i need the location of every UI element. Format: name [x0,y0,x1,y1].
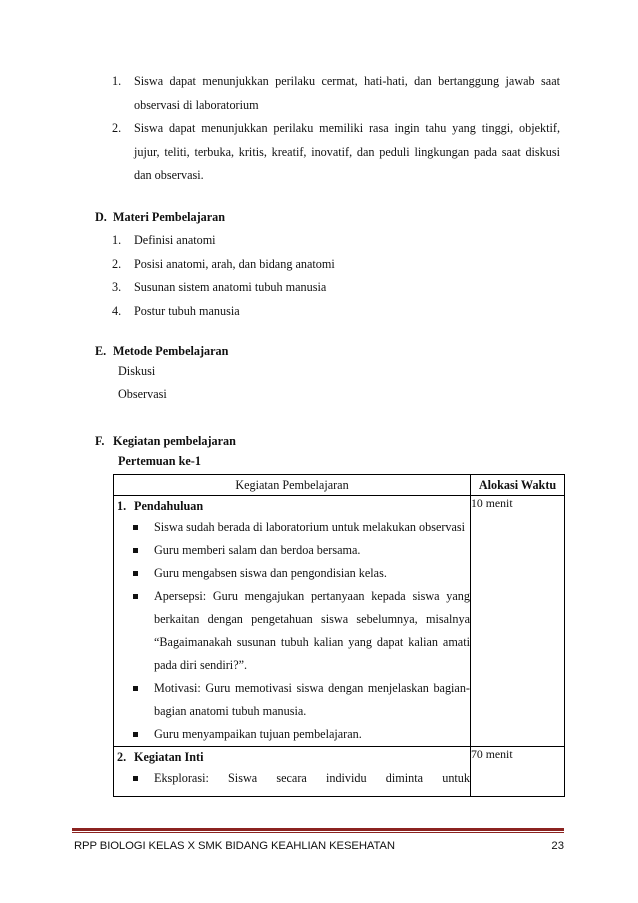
activity-table [113,474,565,797]
meeting-label: Pertemuan ke-1 [118,454,201,468]
list-item: Guru mengabsen siswa dan pengondisian kelas. [114,562,470,585]
bullet-square-icon [133,686,138,691]
list-item: Eksplorasi: Siswa secara individu diminta untuk [114,767,470,790]
part-title: 2. Kegiatan Inti [117,750,204,764]
list-item: Siswa sudah berada di laboratorium untuk melakukan observasi [114,516,470,539]
footer-rule [72,828,564,831]
page-number: 23 [551,840,564,852]
material-list [112,229,560,323]
bullet-list [114,767,470,790]
time-cell: 70 menit [471,747,565,797]
list-item: 4. Postur tubuh manusia [112,303,240,318]
section-d-heading: D. Materi Pembelajaran [95,210,226,224]
list-item: 1. Definisi anatomi [112,233,216,247]
bullet-square-icon [133,525,138,530]
list-item: Apersepsi: Guru mengajukan pertanyaan kepada siswa yang berkaitan dengan pengetahuan siswa sebelumnya, misalnya “Bagaimanakah susunan tubuh kalian yang dapat kalian amati pada diri sendiri?”. [114,585,470,677]
table-row [114,747,565,797]
section-f-heading: F. Kegiatan pembelajaran [95,434,236,448]
part-title: 1. Pendahuluan [117,499,204,513]
list-item: 2. Posisi anatomi, arah, dan bidang anatomi [112,256,335,271]
bullet-square-icon [133,732,138,737]
list-item: Motivasi: Guru memotivasi siswa dengan menjelaskan bagian-bagian anatomi tubuh manusia. [114,677,470,723]
section-e-heading: E. Metode Pembelajaran [95,344,229,358]
footer-title: RPP BIOLOGI KELAS X SMK BIDANG KEAHLIAN KESEHATAN [74,840,395,852]
bullet-square-icon [133,571,138,576]
table-header-row [114,475,565,496]
list-item: 2. Siswa dapat menunjukkan perilaku memiliki rasa ingin tahu yang tinggi, objektif, jujur, teliti, terbuka, kritis, kreatif, inovatif, dan peduli lingkungan pada saat diskusi dan observasi. [112,121,560,182]
objectives-list [112,70,560,188]
list-item: Guru menyampaikan tujuan pembelajaran. [114,723,470,746]
bullet-square-icon [133,548,138,553]
method-item: Observasi [118,387,167,401]
list-item: 3. Susunan sistem anatomi tubuh manusia [112,280,327,294]
column-header-activity: Kegiatan Pembelajaran [114,475,471,496]
table-row [114,496,565,747]
method-item: Diskusi [118,364,156,378]
bullet-square-icon [133,776,138,781]
column-header-time: Alokasi Waktu [471,475,565,496]
list-item: 1. Siswa dapat menunjukkan perilaku cermat, hati-hati, dan bertanggung jawab saat observasi di laboratorium [112,74,560,112]
bullet-list [114,516,470,746]
footer-rule-thin [72,832,564,833]
time-cell: 10 menit [471,496,565,747]
bullet-square-icon [133,594,138,599]
list-item: Guru memberi salam dan berdoa bersama. [114,539,470,562]
